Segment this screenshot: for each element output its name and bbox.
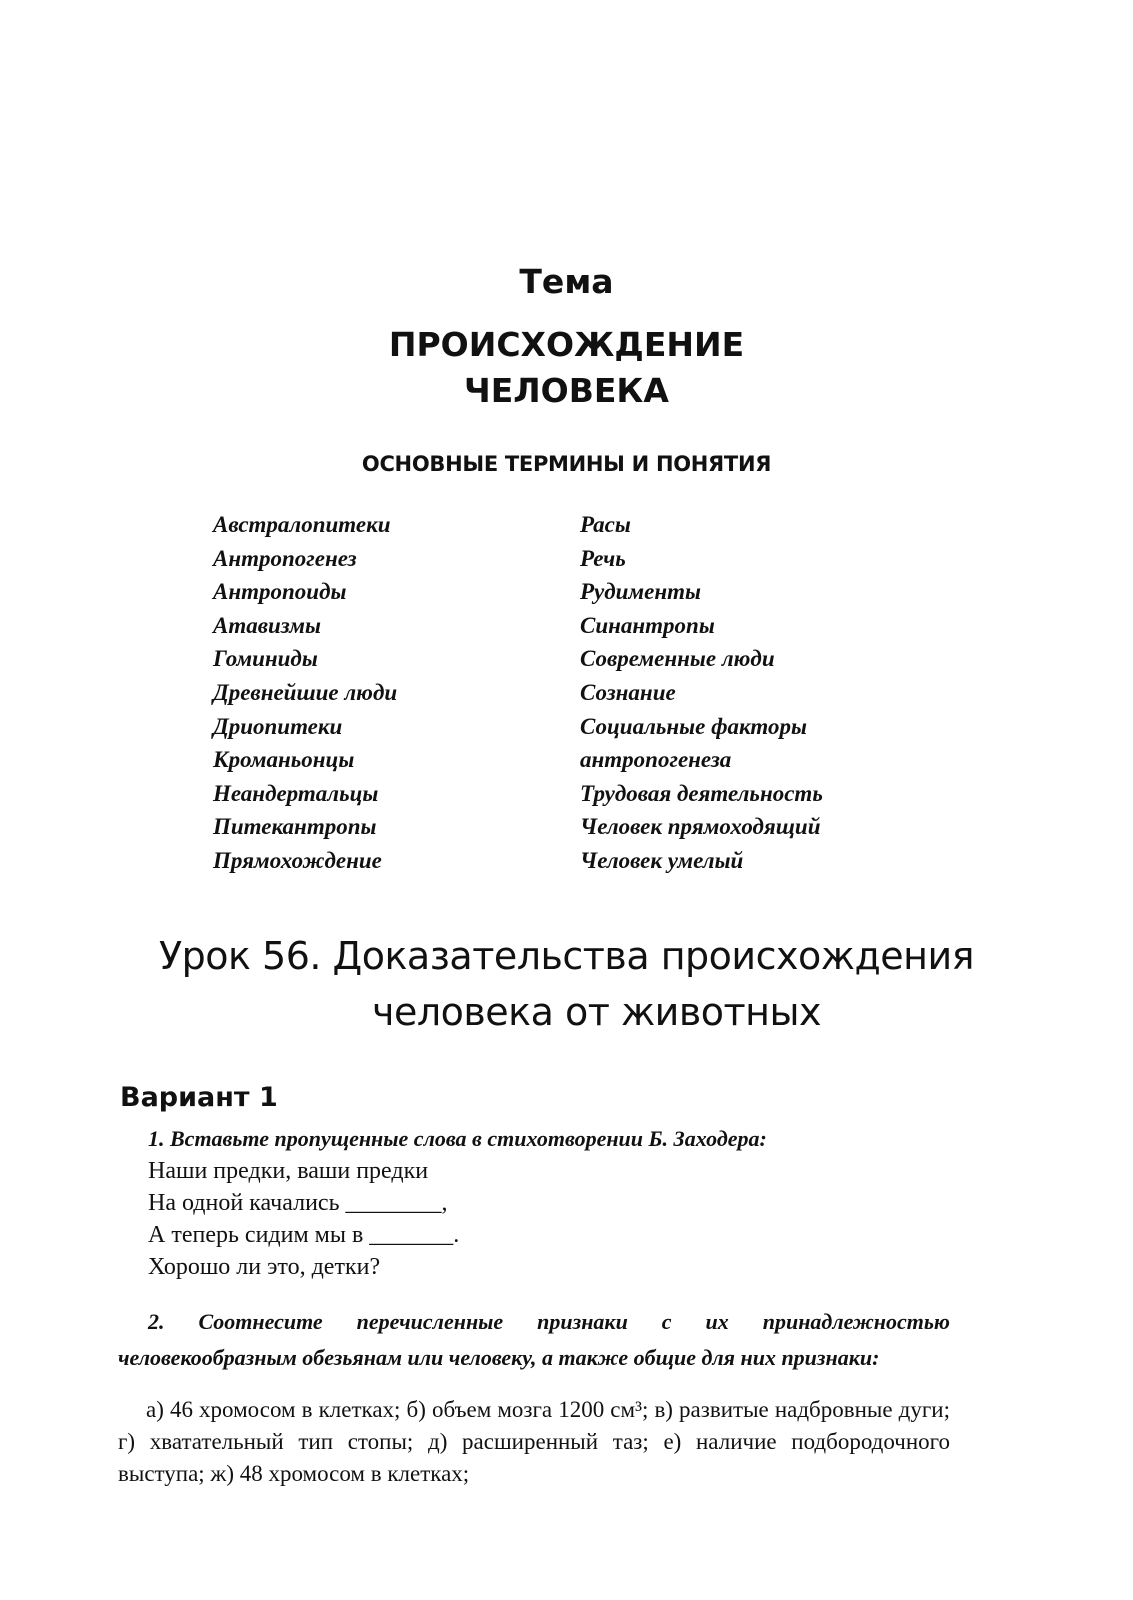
term-item: Древнейшие люди: [213, 679, 398, 705]
term-item: Человек умелый: [580, 847, 744, 873]
topic-title-line-1: ПРОИСХОЖДЕНИЕ: [388, 325, 745, 364]
terms-heading: ОСНОВНЫЕ ТЕРМИНЫ И ПОНЯТИЯ: [361, 452, 772, 476]
topic-label: Тема: [519, 262, 614, 301]
poem-line: А теперь сидим мы в _______.: [148, 1222, 460, 1248]
terms-list-left: [213, 508, 397, 878]
term-item: Кроманьонцы: [213, 747, 355, 773]
term-item: Питекантропы: [213, 814, 377, 840]
term-item: Прямохождение: [213, 847, 382, 873]
topic-title-line-2: ЧЕЛОВЕКА: [464, 371, 669, 410]
term-item: Неандертальцы: [213, 780, 379, 806]
topic-title: [0, 322, 1133, 414]
term-item: Социальные факторы: [580, 713, 807, 739]
poem-line: На одной качались ________,: [148, 1190, 448, 1216]
lesson-title-line-1: Урок 56. Доказательства происхождения: [158, 934, 975, 978]
term-item: Трудовая деятельность: [580, 780, 823, 806]
term-item: Человек прямоходящий: [580, 814, 821, 840]
term-item: Австралопитеки: [213, 512, 391, 537]
term-item: Сознание: [580, 679, 676, 705]
term-item: Расы: [580, 512, 631, 537]
task-1-prompt: 1. Вставьте пропущенные слова в стихотворении Б. Заходера:: [148, 1126, 767, 1151]
poem: [148, 1155, 459, 1283]
task-2-options: а) 46 хромосом в клетках; б) объем мозга 1200 см³; в) развитые надбровные дуги; г) хватательный тип стопы; д) расширенный таз; е) наличие подбородочного выступа; ж) 48 хромосом в клетках;: [118, 1397, 950, 1486]
term-item: Рудименты: [580, 579, 701, 605]
term-item: Современные люди: [580, 646, 775, 672]
poem-line: Хорошо ли это, детки?: [148, 1254, 381, 1280]
term-item: Гоминиды: [213, 646, 318, 672]
poem-line: Наши предки, ваши предки: [148, 1158, 429, 1184]
term-item: Атавизмы: [213, 612, 321, 638]
terms-list-right: [580, 508, 823, 878]
term-item: Антропогенез: [213, 545, 357, 571]
term-item: Антропоиды: [213, 579, 347, 605]
term-item: Дриопитеки: [213, 713, 343, 739]
term-item: антропогенеза: [580, 747, 732, 773]
task-2-prompt: 2. Соотнесите перечисленные признаки с их принадлежностью человекообразным обезьянам или человеку, а также общие для них признаки:: [118, 1309, 950, 1370]
lesson-title: [0, 928, 1133, 1040]
term-item: Речь: [580, 545, 626, 571]
lesson-title-line-2: человека от животных: [372, 990, 821, 1034]
term-item: Синантропы: [580, 612, 715, 638]
variant-heading: Вариант 1: [120, 1082, 278, 1113]
